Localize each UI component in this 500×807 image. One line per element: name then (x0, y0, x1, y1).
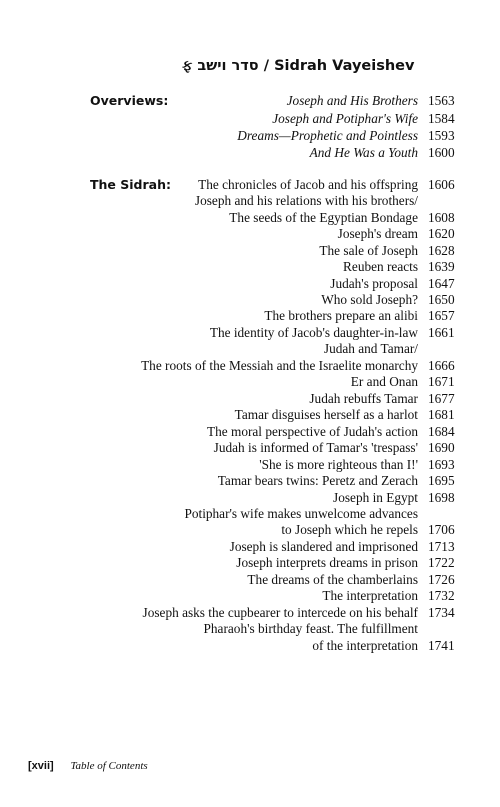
toc-entry-page: 1600 (428, 145, 455, 160)
toc-entry-page: 1690 (428, 440, 455, 455)
toc-entry-page: 1606 (428, 177, 455, 192)
toc-entry-page: 1608 (428, 210, 455, 225)
toc-entry-page: 1722 (428, 555, 455, 570)
toc-entry-page: 1734 (428, 605, 455, 620)
toc-entry-text: The chronicles of Jacob and his offspring (198, 177, 418, 192)
toc-entry-text: Judah and Tamar/ (323, 341, 418, 356)
overviews-label: Overviews: (90, 93, 169, 108)
toc-entry-text: Pharaoh's birthday feast. The fulfillment (203, 621, 418, 636)
toc-entry-page: 1584 (428, 111, 455, 126)
toc-entry-page: 1647 (428, 276, 455, 291)
hebrew-title: סדר וישב (197, 58, 259, 74)
toc-entry-text: The roots of the Messiah and the Israelite monarchy (141, 358, 418, 373)
toc-entry-text: Judah rebuffs Tamar (309, 391, 418, 406)
toc-entry-text: Joseph in Egypt (333, 490, 418, 505)
ornament-icon: ફ (182, 58, 193, 74)
toc-entry-text: The dreams of the chamberlains (247, 572, 418, 587)
toc-entry-page: 1628 (428, 243, 455, 258)
toc-entry-text: of the interpretation (312, 638, 418, 653)
toc-entry-text: The sale of Joseph (319, 243, 418, 258)
toc-entry-page: 1666 (428, 358, 455, 373)
toc-entry-page: 1695 (428, 473, 455, 488)
sidrah-label: The Sidrah: (90, 177, 171, 192)
toc-entry-page: 1593 (428, 128, 455, 143)
toc-entry-page: 1657 (428, 308, 455, 323)
toc-entry-page: 1620 (428, 226, 455, 241)
toc-entry-page: 1677 (428, 391, 455, 406)
toc-entry-page: 1698 (428, 490, 455, 505)
toc-entry-text: The moral perspective of Judah's action (206, 424, 418, 439)
toc-entry-page: 1671 (428, 374, 455, 389)
toc-entry-page: 1741 (428, 638, 455, 653)
toc-entry-text: Joseph and Potiphar's Wife (272, 111, 418, 126)
toc-entry-page: 1732 (428, 588, 455, 603)
toc-entry-text: Er and Onan (350, 374, 418, 389)
toc-entry-text: Dreams—Prophetic and Pointless (237, 128, 418, 143)
toc-entry-text: Joseph interprets dreams in prison (236, 555, 418, 570)
toc-entry-text: Who sold Joseph? (321, 292, 418, 307)
toc-entry-text: Joseph and His Brothers (286, 93, 418, 108)
toc-entry-page: 1563 (428, 93, 455, 108)
toc-entry-text: Reuben reacts (343, 259, 418, 274)
toc-entry-text: Judah is informed of Tamar's 'trespass' (213, 440, 418, 455)
toc-entry-text: Tamar disguises herself as a harlot (234, 407, 418, 422)
toc-entry-text: The interpretation (322, 588, 418, 603)
page-footer (28, 760, 148, 772)
toc-entry-text: Joseph's dream (337, 226, 418, 241)
toc-entry-text: Potiphar's wife makes unwelcome advances (184, 506, 418, 521)
toc-entry-text: Joseph and his relations with his brothers/ (194, 193, 418, 208)
toc-entry-page: 1706 (428, 522, 455, 537)
toc-entry-text: The brothers prepare an alibi (264, 308, 418, 323)
toc-entry-page: 1684 (428, 424, 455, 439)
toc-entry-page: 1639 (428, 259, 455, 274)
toc-entry-text: And He Was a Youth (309, 145, 418, 160)
toc-entry-page: 1661 (428, 325, 455, 340)
toc-entry-text: Judah's proposal (330, 276, 418, 291)
toc-entry-text: 'She is more righteous than I!' (259, 457, 418, 472)
toc-entry-text: Joseph asks the cupbearer to intercede on his behalf (142, 605, 418, 620)
toc-entry-text: Joseph is slandered and imprisoned (229, 539, 418, 554)
toc-entry-page: 1726 (428, 572, 455, 587)
toc-entry-page: 1713 (428, 539, 455, 554)
toc-entry-page: 1681 (428, 407, 455, 422)
page-header (182, 58, 472, 74)
toc-entry-text: Tamar bears twins: Peretz and Zerach (217, 473, 418, 488)
sidrah-title: / Sidrah Vayeishev (263, 58, 415, 74)
toc-entry-text: The identity of Jacob's daughter-in-law (209, 325, 418, 340)
toc-entry-text: The seeds of the Egyptian Bondage (229, 210, 418, 225)
toc-entry-text: to Joseph which he repels (281, 522, 418, 537)
running-title: Table of Contents (70, 760, 148, 772)
toc-entry-page: 1693 (428, 457, 455, 472)
toc-entry-page: 1650 (428, 292, 455, 307)
page-folio: [xvii] (28, 760, 54, 772)
